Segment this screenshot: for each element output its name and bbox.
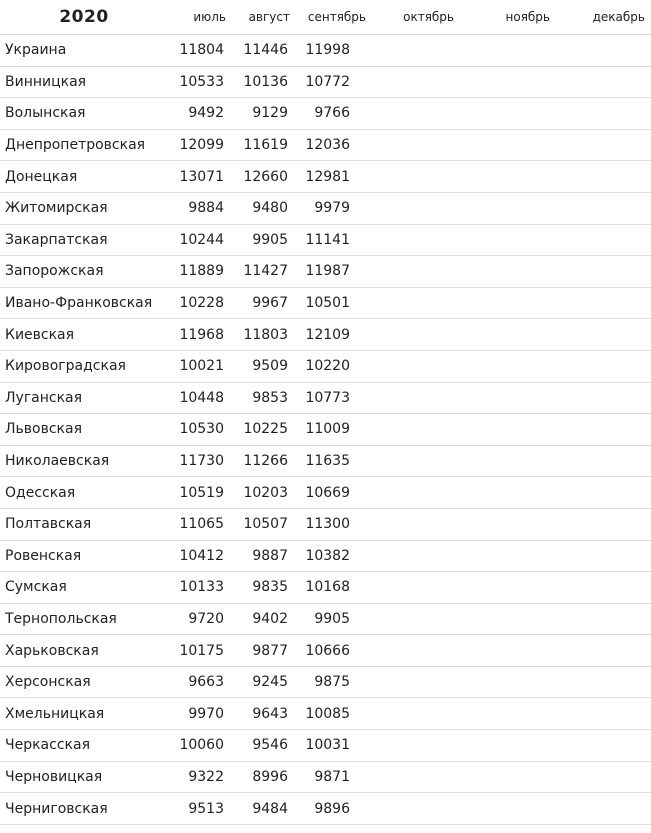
region-name-cell: Донецкая [0, 161, 168, 193]
value-cell: 9877 [232, 635, 296, 667]
value-cell [556, 287, 651, 319]
value-cell [556, 730, 651, 762]
value-cell [460, 603, 556, 635]
region-name-cell: Черниговская [0, 793, 168, 825]
value-cell: 12036 [296, 129, 372, 161]
value-cell: 9402 [232, 603, 296, 635]
value-cell: 11141 [296, 224, 372, 256]
value-cell [460, 256, 556, 288]
value-cell: 9513 [168, 793, 232, 825]
value-cell: 11009 [296, 414, 372, 446]
value-cell [556, 382, 651, 414]
value-cell: 10412 [168, 540, 232, 572]
value-cell: 9970 [168, 698, 232, 730]
region-name-cell: Киевская [0, 319, 168, 351]
region-name-cell: Тернопольская [0, 603, 168, 635]
value-cell [460, 477, 556, 509]
value-cell [372, 540, 460, 572]
value-cell: 9766 [296, 98, 372, 130]
value-cell: 10021 [168, 350, 232, 382]
value-cell: 9967 [232, 287, 296, 319]
value-cell [556, 635, 651, 667]
value-cell: 9322 [168, 761, 232, 793]
value-cell: 9875 [296, 666, 372, 698]
header-row [0, 0, 651, 35]
value-cell: 9484 [232, 793, 296, 825]
table-row [0, 698, 651, 730]
value-cell [372, 350, 460, 382]
value-cell [460, 350, 556, 382]
value-cell: 10220 [296, 350, 372, 382]
value-cell: 10669 [296, 477, 372, 509]
month-header-october: октябрь [372, 0, 460, 35]
table-row [0, 161, 651, 193]
value-cell: 10168 [296, 572, 372, 604]
value-cell [556, 224, 651, 256]
value-cell: 11998 [296, 35, 372, 67]
table-row [0, 350, 651, 382]
value-cell: 11266 [232, 445, 296, 477]
value-cell [460, 161, 556, 193]
value-cell [460, 445, 556, 477]
value-cell [556, 793, 651, 825]
value-cell: 9546 [232, 730, 296, 762]
region-name-cell: Полтавская [0, 508, 168, 540]
value-cell [372, 129, 460, 161]
value-cell: 10060 [168, 730, 232, 762]
value-cell [372, 477, 460, 509]
value-cell [372, 698, 460, 730]
table-row [0, 192, 651, 224]
value-cell [460, 382, 556, 414]
value-cell [372, 161, 460, 193]
value-cell [372, 572, 460, 604]
value-cell: 9979 [296, 192, 372, 224]
value-cell: 9643 [232, 698, 296, 730]
region-name-cell: Житомирская [0, 192, 168, 224]
value-cell [460, 730, 556, 762]
value-cell [372, 730, 460, 762]
month-header-november: ноябрь [460, 0, 556, 35]
region-name-cell: Одесская [0, 477, 168, 509]
value-cell: 11987 [296, 256, 372, 288]
region-name-cell: Ровенская [0, 540, 168, 572]
month-header-august: август [232, 0, 296, 35]
value-cell: 10773 [296, 382, 372, 414]
value-cell [372, 256, 460, 288]
value-cell: 9835 [232, 572, 296, 604]
value-cell [372, 382, 460, 414]
value-cell [372, 414, 460, 446]
table-row [0, 414, 651, 446]
year-header: 2020 [0, 0, 168, 35]
value-cell [556, 161, 651, 193]
value-cell [460, 224, 556, 256]
table-row [0, 572, 651, 604]
table-row [0, 793, 651, 825]
value-cell [460, 35, 556, 67]
value-cell: 9492 [168, 98, 232, 130]
value-cell [460, 66, 556, 98]
value-cell: 12109 [296, 319, 372, 351]
table-row [0, 35, 651, 67]
value-cell: 10533 [168, 66, 232, 98]
table-row [0, 635, 651, 667]
region-name-cell: Сумская [0, 572, 168, 604]
value-cell [556, 256, 651, 288]
value-cell [460, 319, 556, 351]
table-row [0, 287, 651, 319]
table-header [0, 0, 651, 35]
value-cell [372, 793, 460, 825]
region-name-cell: Ивано-Франковская [0, 287, 168, 319]
value-cell: 11427 [232, 256, 296, 288]
value-cell: 11968 [168, 319, 232, 351]
value-cell: 10666 [296, 635, 372, 667]
region-name-cell: Закарпатская [0, 224, 168, 256]
value-cell: 12099 [168, 129, 232, 161]
value-cell: 9720 [168, 603, 232, 635]
value-cell [556, 66, 651, 98]
value-cell: 10244 [168, 224, 232, 256]
value-cell [460, 287, 556, 319]
value-cell [556, 350, 651, 382]
value-cell: 9853 [232, 382, 296, 414]
value-cell: 9896 [296, 793, 372, 825]
value-cell [556, 445, 651, 477]
value-cell [372, 603, 460, 635]
value-cell [460, 129, 556, 161]
value-cell [556, 508, 651, 540]
value-cell: 10133 [168, 572, 232, 604]
table-row [0, 666, 651, 698]
value-cell [372, 224, 460, 256]
value-cell [460, 508, 556, 540]
value-cell [460, 635, 556, 667]
value-cell: 9905 [296, 603, 372, 635]
value-cell [372, 192, 460, 224]
table-row [0, 224, 651, 256]
table-row [0, 761, 651, 793]
table-body [0, 35, 651, 825]
value-cell: 10530 [168, 414, 232, 446]
table-row [0, 129, 651, 161]
value-cell: 11446 [232, 35, 296, 67]
region-name-cell: Украина [0, 35, 168, 67]
table-row [0, 66, 651, 98]
value-cell: 11300 [296, 508, 372, 540]
table-row [0, 382, 651, 414]
value-cell [372, 98, 460, 130]
value-cell [556, 761, 651, 793]
region-name-cell: Хмельницкая [0, 698, 168, 730]
region-name-cell: Николаевская [0, 445, 168, 477]
region-name-cell: Кировоградская [0, 350, 168, 382]
value-cell: 10501 [296, 287, 372, 319]
value-cell [556, 603, 651, 635]
value-cell [460, 793, 556, 825]
table-row [0, 540, 651, 572]
value-cell [556, 129, 651, 161]
value-cell [556, 98, 651, 130]
month-header-july: июль [168, 0, 232, 35]
value-cell [372, 287, 460, 319]
value-cell: 9129 [232, 98, 296, 130]
value-cell: 11804 [168, 35, 232, 67]
value-cell: 10175 [168, 635, 232, 667]
region-name-cell: Запорожская [0, 256, 168, 288]
value-cell [556, 572, 651, 604]
value-cell [556, 666, 651, 698]
value-cell [372, 445, 460, 477]
region-name-cell: Днепропетровская [0, 129, 168, 161]
value-cell [460, 98, 556, 130]
value-cell [372, 761, 460, 793]
value-cell: 9509 [232, 350, 296, 382]
value-cell [556, 35, 651, 67]
value-cell: 10448 [168, 382, 232, 414]
table-row [0, 603, 651, 635]
value-cell [556, 540, 651, 572]
region-name-cell: Черновицкая [0, 761, 168, 793]
month-header-december: декабрь [556, 0, 651, 35]
value-cell [372, 508, 460, 540]
value-cell: 13071 [168, 161, 232, 193]
region-name-cell: Харьковская [0, 635, 168, 667]
value-cell: 9663 [168, 666, 232, 698]
value-cell: 9480 [232, 192, 296, 224]
value-cell [556, 414, 651, 446]
value-cell: 11730 [168, 445, 232, 477]
value-cell [372, 666, 460, 698]
value-cell [372, 635, 460, 667]
value-cell: 11619 [232, 129, 296, 161]
value-cell [460, 572, 556, 604]
value-cell: 9884 [168, 192, 232, 224]
value-cell [460, 540, 556, 572]
value-cell: 9905 [232, 224, 296, 256]
value-cell: 9245 [232, 666, 296, 698]
region-name-cell: Черкасская [0, 730, 168, 762]
value-cell: 12660 [232, 161, 296, 193]
value-cell [460, 414, 556, 446]
value-cell [460, 698, 556, 730]
value-cell [556, 477, 651, 509]
table-row [0, 477, 651, 509]
value-cell [556, 698, 651, 730]
value-cell [372, 35, 460, 67]
value-cell: 10382 [296, 540, 372, 572]
value-cell [460, 761, 556, 793]
value-cell: 10772 [296, 66, 372, 98]
region-name-cell: Херсонская [0, 666, 168, 698]
table-row [0, 256, 651, 288]
value-cell: 10085 [296, 698, 372, 730]
value-cell: 12981 [296, 161, 372, 193]
value-cell [372, 319, 460, 351]
value-cell [556, 319, 651, 351]
table-row [0, 319, 651, 351]
value-cell: 10203 [232, 477, 296, 509]
value-cell: 10519 [168, 477, 232, 509]
value-cell: 11889 [168, 256, 232, 288]
month-header-september: сентябрь [296, 0, 372, 35]
table-row [0, 445, 651, 477]
table-row [0, 508, 651, 540]
region-name-cell: Луганская [0, 382, 168, 414]
table-row [0, 98, 651, 130]
value-cell: 11635 [296, 445, 372, 477]
value-cell: 10228 [168, 287, 232, 319]
value-cell: 9871 [296, 761, 372, 793]
value-cell [372, 66, 460, 98]
value-cell: 10507 [232, 508, 296, 540]
value-cell: 10031 [296, 730, 372, 762]
value-cell: 10136 [232, 66, 296, 98]
value-cell: 9887 [232, 540, 296, 572]
value-cell [556, 192, 651, 224]
region-name-cell: Львовская [0, 414, 168, 446]
table-row [0, 730, 651, 762]
value-cell: 10225 [232, 414, 296, 446]
region-name-cell: Волынская [0, 98, 168, 130]
value-cell [460, 192, 556, 224]
value-cell: 11803 [232, 319, 296, 351]
value-cell: 11065 [168, 508, 232, 540]
region-name-cell: Винницкая [0, 66, 168, 98]
value-cell [460, 666, 556, 698]
value-cell: 8996 [232, 761, 296, 793]
